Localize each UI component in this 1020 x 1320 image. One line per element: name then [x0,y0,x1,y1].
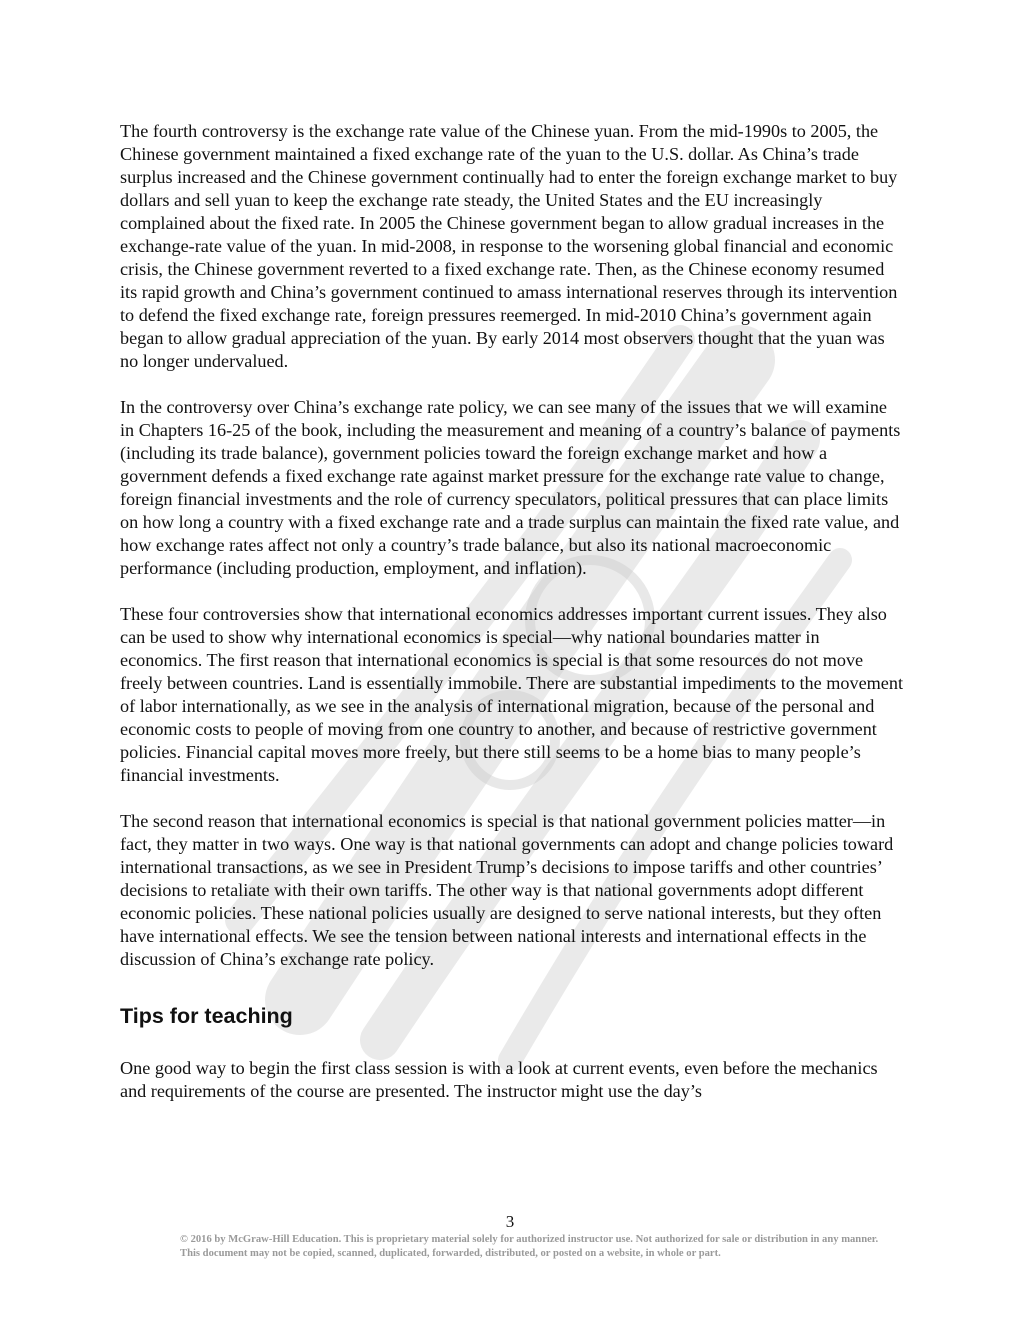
paragraph-exchange-rate-controversy: The fourth controversy is the exchange rate value of the Chinese yuan. From the mid-1990s to 2005, the Chinese government maintained a fixed exchange rate of the yuan to the U.S. dollar. As China’s trade surplus increased and the Chinese government continually had to enter the foreign exchange market to buy dollars and sell yuan to keep the exchange rate steady, the United States and the EU increasingly complained about the fixed rate. In 2005 the Chinese government began to allow gradual increases in the exchange-rate value of the yuan. In mid-2008, in response to the worsening global financial and economic crisis, the Chinese government reverted to a fixed exchange rate. Then, as the Chinese economy resumed its rapid growth and China’s government continued to amass international reserves through its intervention to defend the fixed exchange rate, foreign pressures reemerged. In mid-2010 China’s government again began to allow gradual appreciation of the yuan. By early 2014 most observers thought that the yuan was no longer undervalued. [120,121,898,371]
page-number: 3 [505,1212,515,1231]
paragraph-first-reason: These four controversies show that international economics addresses important current issues. They also can be used to show why international economics is special—why national boundaries matter in economics. The first reason that international economics is special is that some resources do not move freely between countries. Land is essentially immobile. There are substantial impediments to the movement of labor internationally, as we see in the analysis of international migration, because of the personal and economic costs to people of moving from one country to another, and because of restrictive government policies. Financial capital moves more freely, but there still seems to be a home bias to many people’s financial investments. [120,604,904,785]
paragraph-china-policy-issues: In the controversy over China’s exchange rate policy, we can see many of the issues that we will examine in Chapters 16-25 of the book, including the measurement and meaning of a country’s balance of payments (including its trade balance), government policies toward the foreign exchange market and how a government defends a fixed exchange rate against market pressure for the exchange rate value to change, foreign financial investments and the role of currency speculators, political pressures that can place limits on how long a country with a fixed exchange rate and a trade surplus can maintain the fixed rate value, and how exchange rates affect not only a country’s trade balance, but also its national macroeconomic performance (including production, employment, and inflation). [120,397,901,578]
copyright-notice: © 2016 by McGraw-Hill Education. This is proprietary material solely for authorized instructor use. Not authorized for sale or distribution in any manner. This document may not be copied, scanned, duplicated, forwarded, distributed, or posted on a website, in whole or part. [180,1234,879,1259]
paragraph-second-reason: The second reason that international economics is special is that national government policies matter—in fact, they matter in two ways. One way is that national governments can adopt and change policies toward international transactions, as we see in President Trump’s decisions to impose tariffs and other countries’ decisions to retaliate with their own tariffs. The other way is that national governments adopt different economic policies. These national policies usually are designed to serve national interests, but they often have international effects. We see the tension between national interests and international effects in the discussion of China’s exchange rate policy. [120,811,894,969]
section-heading: Tips for teaching [120,1004,293,1028]
paragraph-tips-intro: One good way to begin the first class session is with a look at current events, even before the mechanics and requirements of the course are presented. The instructor might use the day’s [120,1058,878,1101]
document-body [120,120,905,1126]
